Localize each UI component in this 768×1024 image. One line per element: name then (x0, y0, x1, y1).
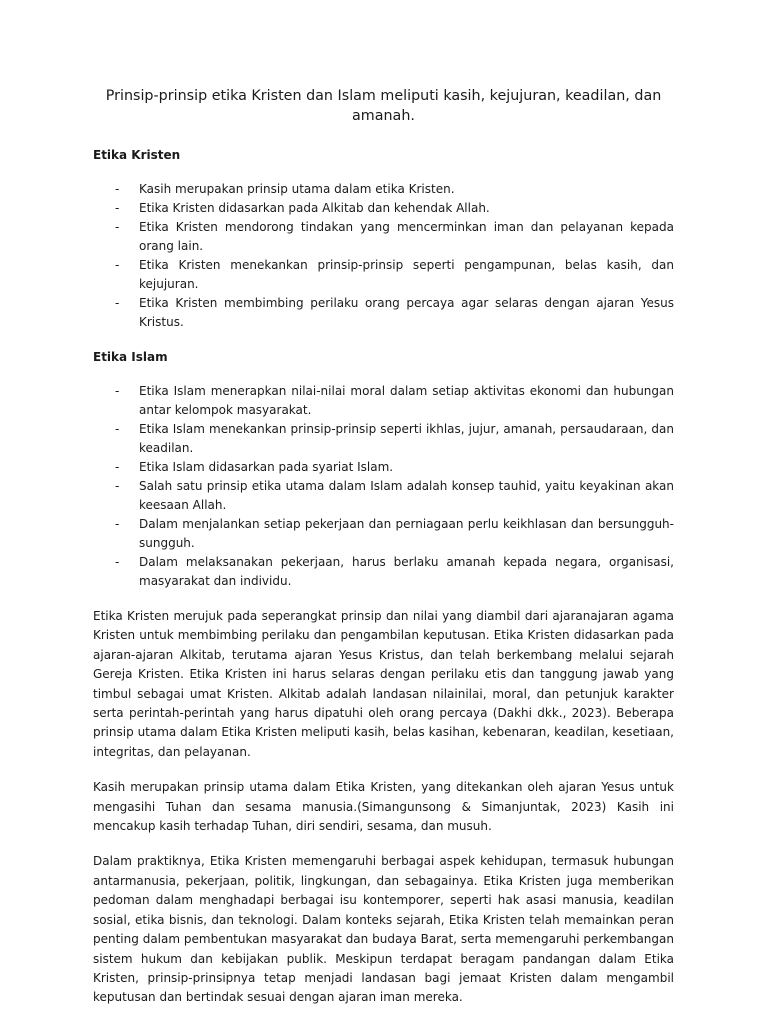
body-paragraph-kasih: Kasih merupakan prinsip utama dalam Etika Kristen, yang ditekankan oleh ajaran Yesus untuk mengasihi Tuhan dan sesama manusia.(Simangunsong & Simanjuntak, 2023) Kasih ini mencakup kasih terhadap Tuhan, diri sendiri, sesama, dan musuh. (93, 780, 674, 834)
bullet-dash: - (115, 479, 120, 493)
bullet-dash: - (115, 517, 120, 531)
list-item-text: Etika Islam didasarkan pada syariat Islam. (139, 460, 394, 474)
list-item (93, 382, 674, 420)
list-item-text: Etika Kristen mendorong tindakan yang mencerminkan iman dan pelayanan kepada orang lain. (139, 220, 674, 253)
list-item-text: Etika Kristen menekankan prinsip-prinsip seperti pengampunan, belas kasih, dan kejujuran. (139, 258, 674, 291)
section-heading-etika-islam: Etika Islam (93, 350, 168, 364)
document-title: Prinsip-prinsip etika Kristen dan Islam meliputi kasih, kejujuran, keadilan, dan amanah. (105, 88, 662, 124)
bullet-dash: - (115, 296, 120, 310)
list-item (93, 256, 674, 294)
list-item (93, 294, 674, 332)
list-item-text: Dalam menjalankan setiap pekerjaan dan perniagaan perlu keikhlasan dan bersungguh-sungguh. (139, 517, 674, 550)
list-item (93, 477, 674, 515)
bullet-dash: - (115, 555, 120, 569)
bullet-dash: - (115, 201, 120, 215)
list-item (93, 218, 674, 256)
list-item (93, 199, 674, 218)
list-item-text: Kasih merupakan prinsip utama dalam etika Kristen. (139, 182, 455, 196)
bullet-dash: - (115, 422, 120, 436)
list-item (93, 420, 674, 458)
list-item-text: Etika Islam menerapkan nilai-nilai moral dalam setiap aktivitas ekonomi dan hubungan antar kelompok masyarakat. (139, 384, 674, 417)
bullet-dash: - (115, 258, 120, 272)
list-item (93, 180, 674, 199)
bullet-dash: - (115, 384, 120, 398)
bullet-dash: - (115, 182, 120, 196)
list-item (93, 553, 674, 591)
bullet-list-etika-kristen (93, 180, 674, 332)
section-heading-etika-kristen: Etika Kristen (93, 148, 181, 162)
list-item-text: Dalam melaksanakan pekerjaan, harus berlaku amanah kepada negara, organisasi, masyarakat dan individu. (139, 555, 674, 588)
bullet-dash: - (115, 220, 120, 234)
list-item-text: Etika Kristen membimbing perilaku orang percaya agar selaras dengan ajaran Yesus Kristus. (139, 296, 674, 329)
bullet-list-etika-islam (93, 382, 674, 591)
body-paragraph-etika-kristen-definisi: Etika Kristen merujuk pada seperangkat prinsip dan nilai yang diambil dari ajaranajaran agama Kristen untuk membimbing perilaku dan pengambilan keputusan. Etika Kristen didasarkan pada ajaran-ajaran Alkitab, terutama ajaran Yesus Kristus, dan telah berkembang melalui sejarah Gereja Kristen. Etika Kristen ini harus selaras dengan perilaku etis dan tanggung jawab yang timbul sebagai umat Kristen. Alkitab adalah landasan nilainilai, moral, dan petunjuk karakter serta perintah-perintah yang harus dipatuhi oleh orang percaya (Dakhi dkk., 2023). Beberapa prinsip utama dalam Etika Kristen meliputi kasih, belas kasihan, kebenaran, keadilan, kesetiaan, integritas, dan pelayanan. (93, 609, 674, 759)
list-item-text: Salah satu prinsip etika utama dalam Islam adalah konsep tauhid, yaitu keyakinan akan keesaan Allah. (139, 479, 674, 512)
list-item-text: Etika Kristen didasarkan pada Alkitab dan kehendak Allah. (139, 201, 490, 215)
list-item-text: Etika Islam menekankan prinsip-prinsip seperti ikhlas, jujur, amanah, persaudaraan, dan keadilan. (139, 422, 674, 455)
list-item (93, 458, 674, 477)
bullet-dash: - (115, 460, 120, 474)
body-paragraph-praktik: Dalam praktiknya, Etika Kristen memengaruhi berbagai aspek kehidupan, termasuk hubungan antarmanusia, pekerjaan, politik, lingkungan, dan sebagainya. Etika Kristen juga memberikan pedoman dalam menghadapi berbagai isu kontemporer, seperti hak asasi manusia, keadilan sosial, etika bisnis, dan teknologi. Dalam konteks sejarah, Etika Kristen telah memainkan peran penting dalam pembentukan masyarakat dan budaya Barat, serta memengaruhi perkembangan sistem hukum dan kebijakan publik. Meskipun terdapat beragam pandangan dalam Etika Kristen, prinsip-prinsipnya tetap menjadi landasan bagi jemaat Kristen dalam mengambil keputusan dan bertindak sesuai dengan ajaran iman mereka. (93, 854, 674, 1005)
document-page (93, 86, 674, 1024)
list-item (93, 515, 674, 553)
